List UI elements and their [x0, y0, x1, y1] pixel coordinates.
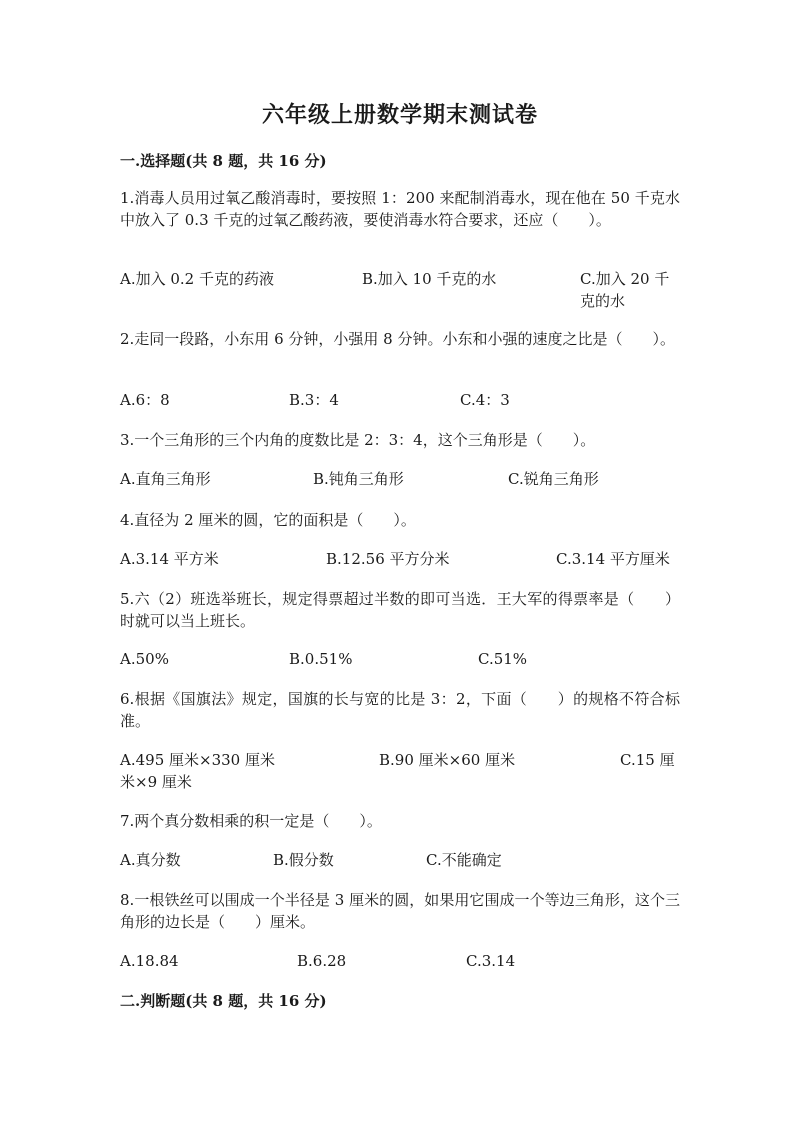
- page-title: 六年级上册数学期末测试卷: [261, 102, 538, 128]
- q5-option-a[interactable]: A.50%: [120, 650, 169, 668]
- q4-option-a[interactable]: A.3.14 平方米: [120, 550, 219, 568]
- q8-option-a[interactable]: A.18.84: [120, 952, 179, 970]
- q7-option-a[interactable]: A.真分数: [120, 851, 181, 869]
- question-6: 6.根据《国旗法》规定，国旗的长与宽的比是 3：2，下面（ ）的规格不符合标准。: [120, 690, 680, 730]
- q2-option-c[interactable]: C.4：3: [460, 391, 510, 409]
- question-5: 5.六（2）班选举班长，规定得票超过半数的即可当选．王大军的得票率是（ ）时就可以当上班长。: [120, 590, 680, 630]
- q1-option-a[interactable]: A.加入 0.2 千克的药液: [120, 270, 274, 288]
- section-heading-choice: 一.选择题(共 8 题，共 16 分): [120, 152, 327, 170]
- question-4: 4.直径为 2 厘米的圆，它的面积是（ ）。: [120, 511, 416, 529]
- q2-option-b[interactable]: B.3：4: [289, 391, 339, 409]
- q7-option-b[interactable]: B.假分数: [273, 851, 334, 869]
- q3-option-c[interactable]: C.锐角三角形: [508, 470, 599, 488]
- question-8: 8.一根铁丝可以围成一个半径是 3 厘米的圆，如果用它围成一个等边三角形，这个三角形的边长是（ ）厘米。: [120, 891, 680, 931]
- question-1: 1.消毒人员用过氧乙酸消毒时，要按照 1：200 来配制消毒水，现在他在 50 千克水中放入了 0.3 千克的过氧乙酸药液，要使消毒水符合要求，还应（ ）。: [120, 189, 680, 229]
- q3-option-b[interactable]: B.钝角三角形: [313, 470, 404, 488]
- section-heading-judgment: 二.判断题(共 8 题，共 16 分): [120, 992, 327, 1010]
- q5-option-b[interactable]: B.0.51%: [289, 650, 353, 668]
- question-3: 3.一个三角形的三个内角的度数比是 2：3：4，这个三角形是（ ）。: [120, 431, 596, 449]
- q7-option-c[interactable]: C.不能确定: [426, 851, 502, 869]
- q6-option-c[interactable]: C.15 厘米×9 厘米: [120, 751, 675, 791]
- q3-option-a[interactable]: A.直角三角形: [120, 470, 211, 488]
- q8-option-c[interactable]: C.3.14: [466, 952, 516, 970]
- q6-option-a[interactable]: A.495 厘米×330 厘米: [120, 751, 275, 769]
- q4-option-c[interactable]: C.3.14 平方厘米: [556, 550, 670, 568]
- question-2: 2.走同一段路，小东用 6 分钟，小强用 8 分钟。小东和小强的速度之比是（ ）。: [120, 330, 675, 348]
- q1-option-b[interactable]: B.加入 10 千克的水: [362, 270, 497, 288]
- q4-option-b[interactable]: B.12.56 平方分米: [326, 550, 450, 568]
- question-7: 7.两个真分数相乘的积一定是（ ）。: [120, 812, 382, 830]
- q6-option-b[interactable]: B.90 厘米×60 厘米: [379, 751, 516, 769]
- q2-option-a[interactable]: A.6：8: [120, 391, 170, 409]
- q1-option-c[interactable]: C.加入 20 千克的水: [580, 270, 670, 310]
- q8-option-b[interactable]: B.6.28: [297, 952, 347, 970]
- q5-option-c[interactable]: C.51%: [478, 650, 528, 668]
